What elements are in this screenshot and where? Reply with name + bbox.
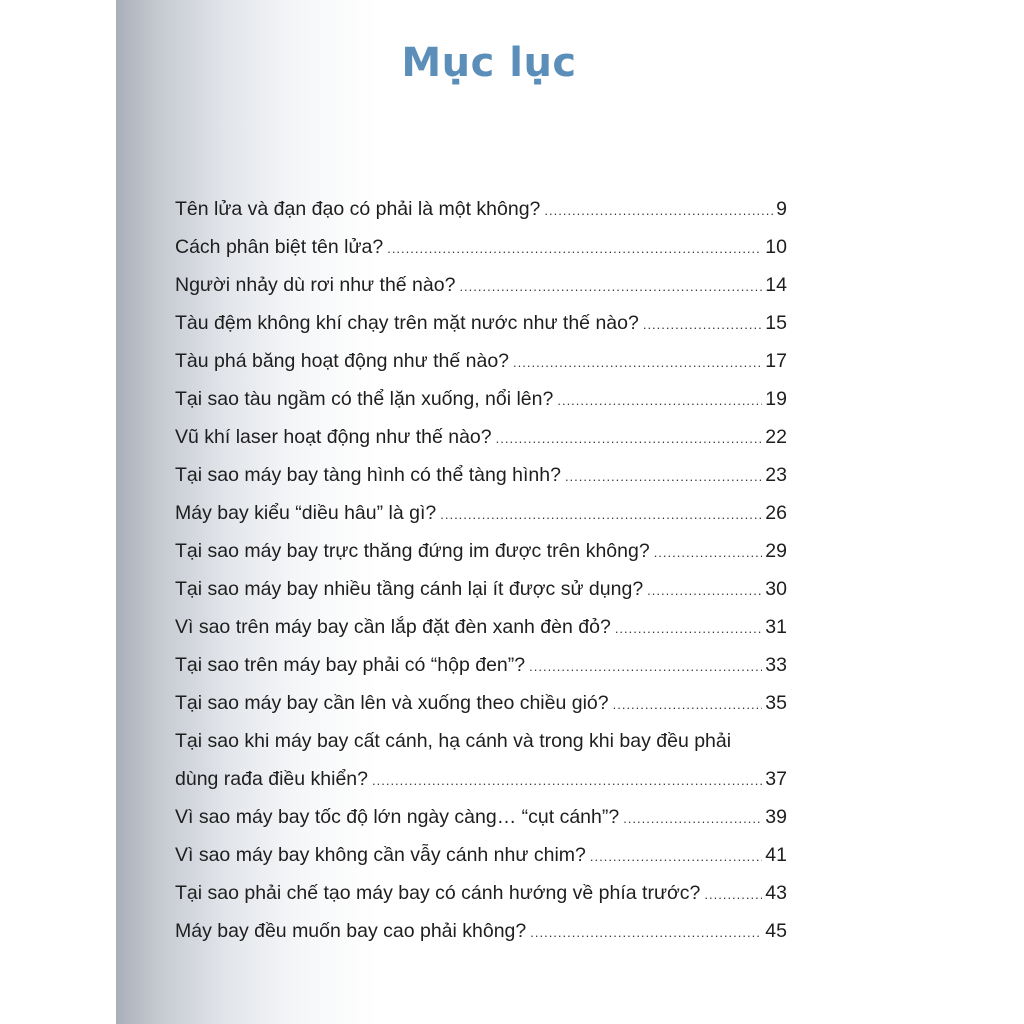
dot-leader xyxy=(565,458,762,496)
dot-leader xyxy=(590,838,762,876)
table-of-contents xyxy=(175,190,787,950)
dot-leader xyxy=(613,686,763,724)
toc-page-number: 45 xyxy=(765,920,787,942)
toc-page-number: 43 xyxy=(765,882,787,904)
toc-entry[interactable] xyxy=(175,190,787,228)
toc-page-number: 15 xyxy=(765,312,787,334)
dot-leader xyxy=(615,610,762,648)
toc-entry-title: Tại sao máy bay trực thăng đứng im được trên không? xyxy=(175,540,650,562)
toc-entry-title: Tàu đệm không khí chạy trên mặt nước như thế nào? xyxy=(175,312,639,334)
toc-entry[interactable] xyxy=(175,608,787,646)
toc-page-number: 9 xyxy=(776,198,787,220)
toc-entry-title: Tại sao phải chế tạo máy bay có cánh hướng về phía trước? xyxy=(175,882,701,904)
toc-entry-title: dùng rađa điều khiển? xyxy=(175,768,368,790)
toc-entry[interactable] xyxy=(175,798,787,836)
dot-leader xyxy=(557,382,762,420)
toc-entry-title: Tại sao máy bay nhiều tầng cánh lại ít được sử dụng? xyxy=(175,578,644,600)
toc-page-number: 35 xyxy=(765,692,787,714)
toc-entry-title: Vì sao trên máy bay cần lắp đặt đèn xanh đèn đỏ? xyxy=(175,616,611,638)
dot-leader xyxy=(459,268,762,306)
dot-leader xyxy=(440,496,762,534)
dot-leader xyxy=(529,648,762,686)
toc-entry-title: Cách phân biệt tên lửa? xyxy=(175,236,384,258)
toc-page-number: 26 xyxy=(765,502,787,524)
toc-entry-title: Vì sao máy bay không cần vẫy cánh như chim? xyxy=(175,844,586,866)
dot-leader xyxy=(387,230,762,268)
dot-leader xyxy=(647,572,762,610)
dot-leader xyxy=(623,800,762,838)
page-gutter xyxy=(0,0,116,1024)
toc-entry[interactable] xyxy=(175,912,787,950)
toc-entry[interactable] xyxy=(175,456,787,494)
toc-entry-title: Tại sao máy bay cần lên và xuống theo chiều gió? xyxy=(175,692,609,714)
toc-entry[interactable] xyxy=(175,304,787,342)
toc-entry[interactable] xyxy=(175,874,787,912)
toc-entry-title: Tại sao máy bay tàng hình có thể tàng hình? xyxy=(175,464,561,486)
toc-entry-title: Tại sao trên máy bay phải có “hộp đen”? xyxy=(175,654,526,676)
toc-entry[interactable] xyxy=(175,228,787,266)
toc-page-number: 19 xyxy=(765,388,787,410)
toc-entry[interactable] xyxy=(175,532,787,570)
toc-entry[interactable] xyxy=(175,836,787,874)
dot-leader xyxy=(513,344,762,382)
toc-entry[interactable] xyxy=(175,722,787,798)
toc-entry[interactable] xyxy=(175,418,787,456)
toc-page-number: 31 xyxy=(765,616,787,638)
toc-entry-title: Người nhảy dù rơi như thế nào? xyxy=(175,274,456,296)
dot-leader xyxy=(530,914,762,952)
toc-entry-title-line1: Tại sao khi máy bay cất cánh, hạ cánh và trong khi bay đều phải xyxy=(175,730,732,752)
toc-entry-title: Vũ khí laser hoạt động như thế nào? xyxy=(175,426,492,448)
dot-leader xyxy=(654,534,763,572)
toc-page-number: 37 xyxy=(765,768,787,790)
toc-entry[interactable] xyxy=(175,380,787,418)
toc-entry-title: Tại sao tàu ngầm có thể lặn xuống, nổi lên? xyxy=(175,388,554,410)
toc-entry[interactable] xyxy=(175,494,787,532)
toc-entry[interactable] xyxy=(175,266,787,304)
toc-page-number: 29 xyxy=(765,540,787,562)
toc-entry-title: Máy bay kiểu “diều hâu” là gì? xyxy=(175,502,437,524)
toc-page-number: 39 xyxy=(765,806,787,828)
toc-page-number: 14 xyxy=(765,274,787,296)
dot-leader xyxy=(643,306,762,344)
toc-entry[interactable] xyxy=(175,570,787,608)
toc-entry[interactable] xyxy=(175,684,787,722)
dot-leader xyxy=(372,762,762,800)
toc-entry-title: Máy bay đều muốn bay cao phải không? xyxy=(175,920,527,942)
toc-entry-title: Vì sao máy bay tốc độ lớn ngày càng… “cụt cánh”? xyxy=(175,806,620,828)
toc-page-number: 17 xyxy=(765,350,787,372)
dot-leader xyxy=(544,192,773,230)
toc-page-number: 10 xyxy=(765,236,787,258)
toc-page-number: 33 xyxy=(765,654,787,676)
toc-page-number: 30 xyxy=(765,578,787,600)
dot-leader xyxy=(496,420,763,458)
toc-entry-title: Tàu phá băng hoạt động như thế nào? xyxy=(175,350,510,372)
page-title: Mục lục xyxy=(401,40,577,86)
toc-page-number: 41 xyxy=(765,844,787,866)
toc-page-number: 23 xyxy=(765,464,787,486)
toc-entry[interactable] xyxy=(175,646,787,684)
toc-page-number: 22 xyxy=(765,426,787,448)
toc-entry-title: Tên lửa và đạn đạo có phải là một không? xyxy=(175,198,541,220)
dot-leader xyxy=(704,876,762,914)
toc-entry[interactable] xyxy=(175,342,787,380)
